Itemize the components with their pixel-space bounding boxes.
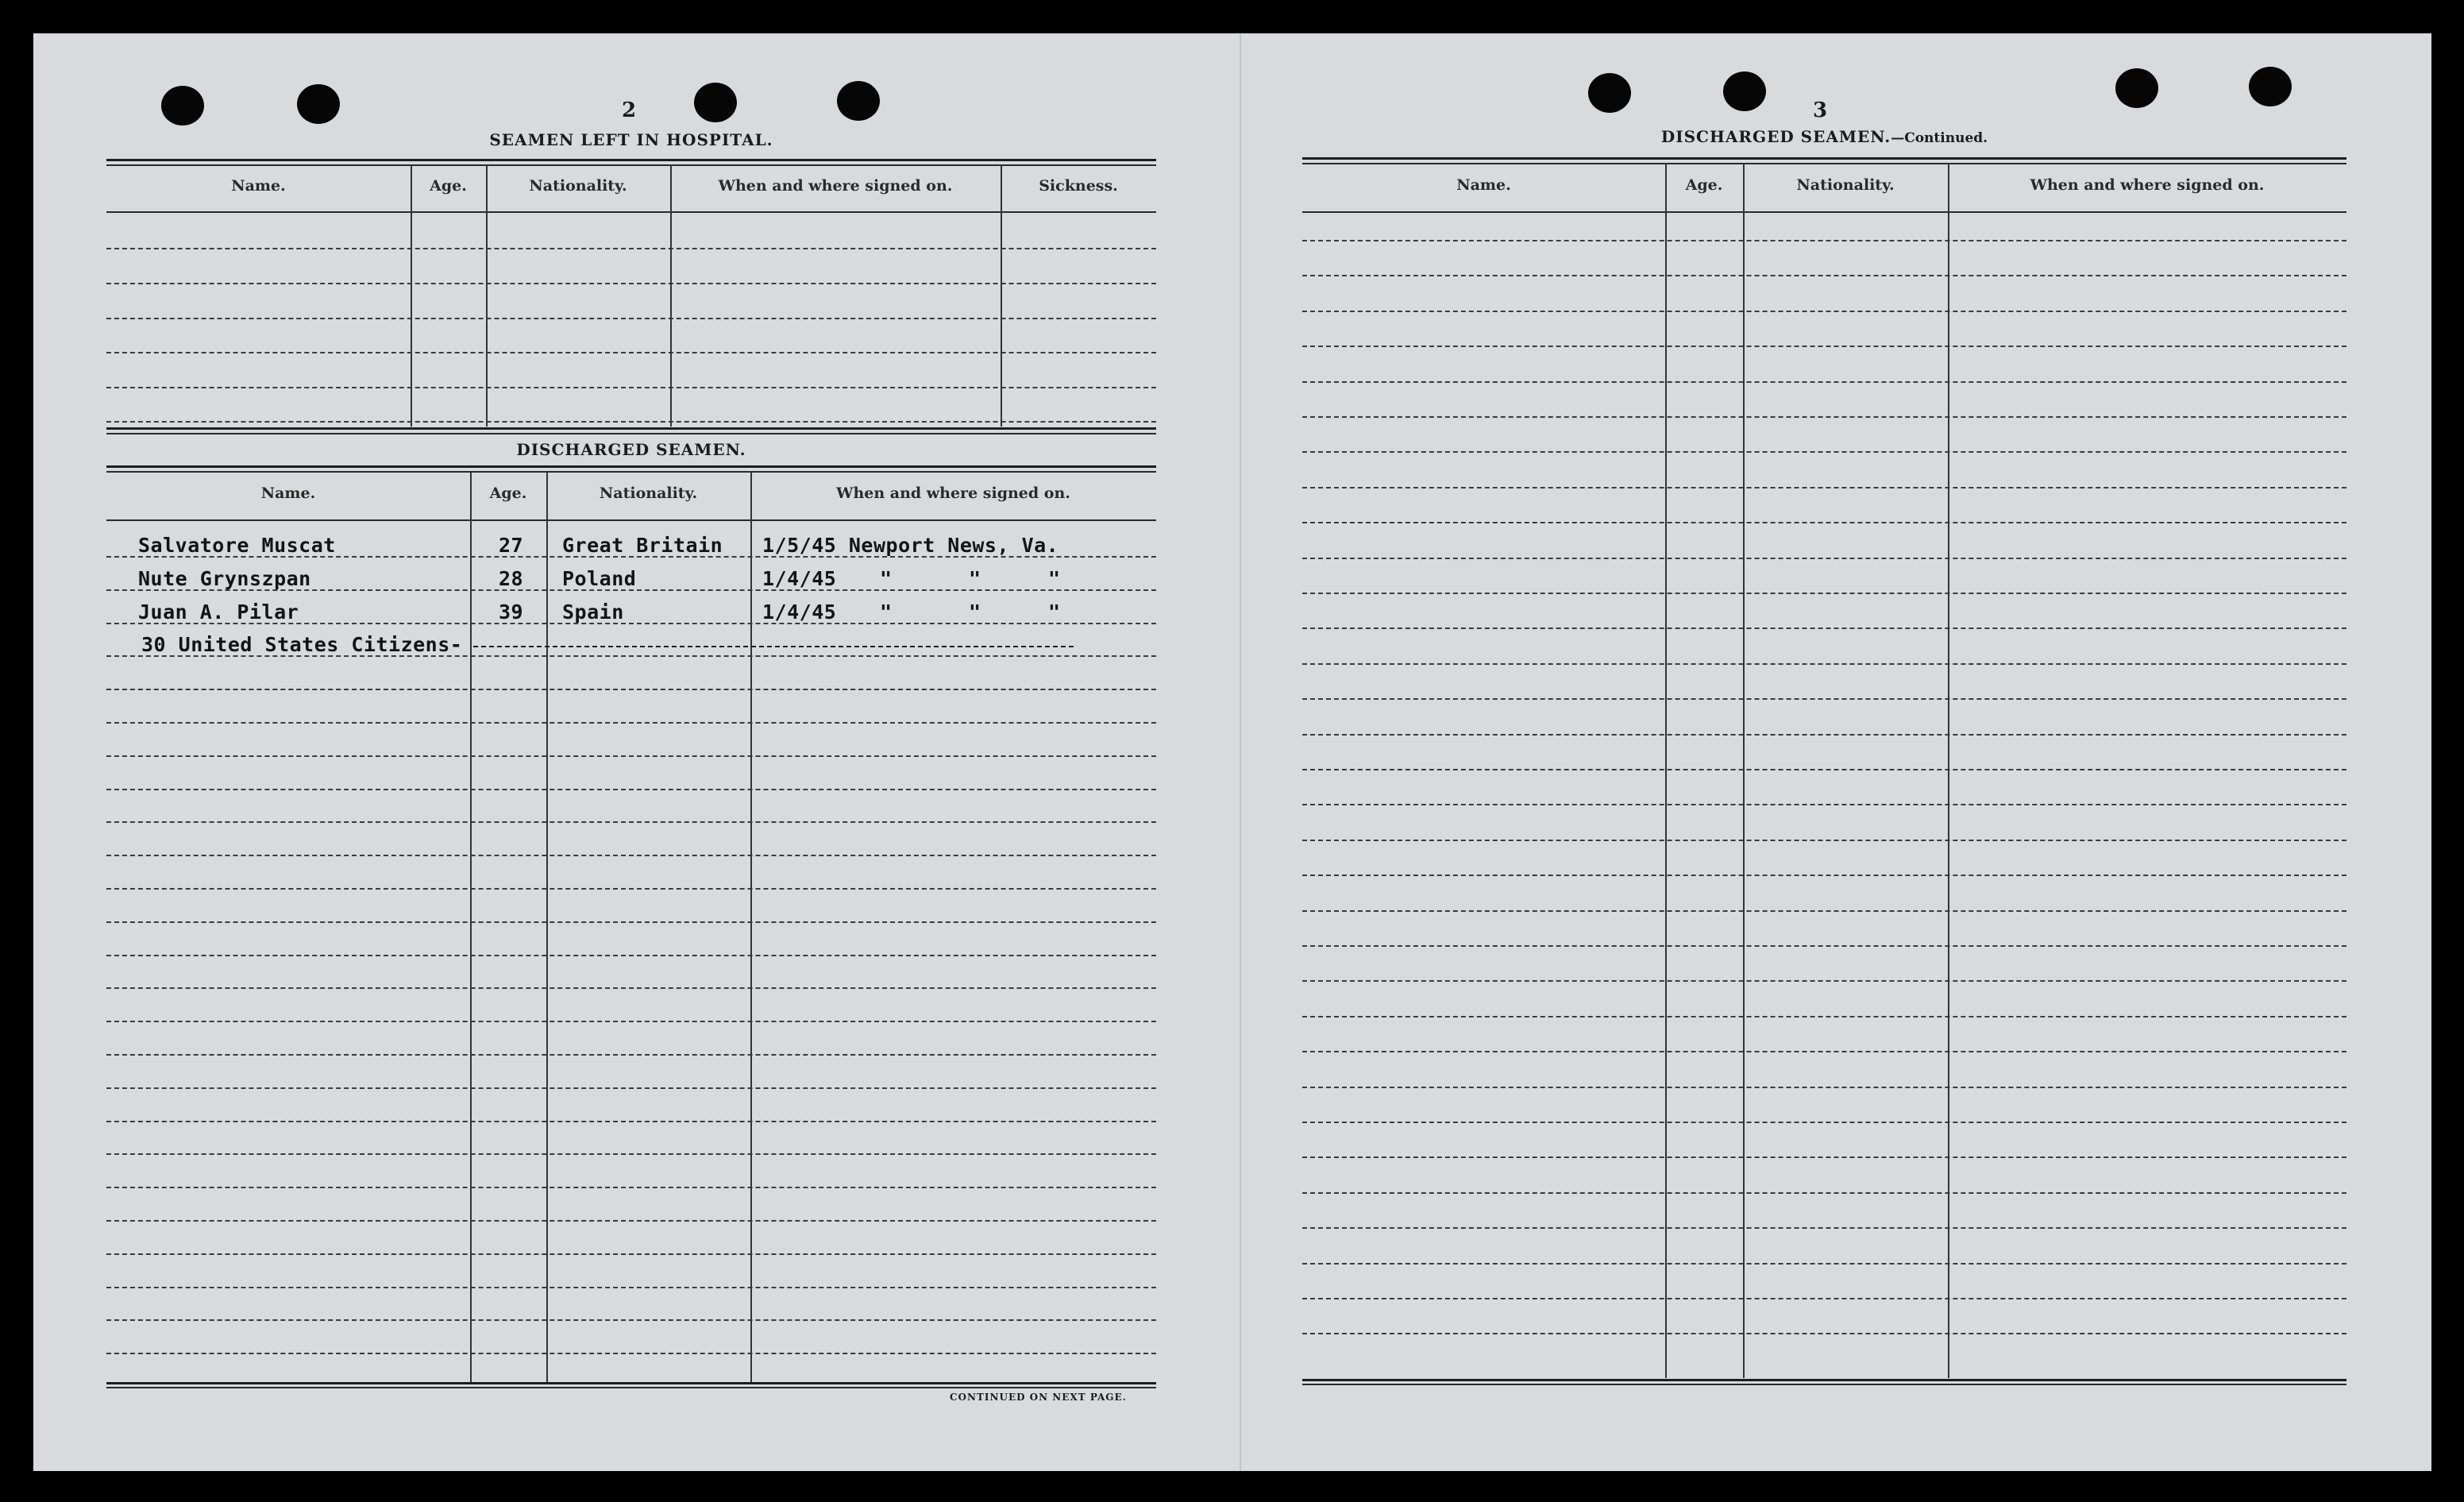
dotted-row-line (106, 921, 1156, 923)
seaman-name: Salvatore Muscat (138, 534, 336, 557)
dotted-row-line (1302, 1122, 2346, 1123)
title-suffix: —Continued. (1891, 130, 1988, 146)
dotted-row-line (1302, 875, 2346, 876)
dotted-row-line (106, 283, 1156, 284)
dotted-row-line (1302, 451, 2346, 453)
dotted-row-line (106, 722, 1156, 724)
dotted-row-line (106, 987, 1156, 989)
dotted-row-line (1302, 663, 2346, 665)
table-top-rule (106, 159, 1156, 161)
dotted-row-line (1302, 240, 2346, 241)
col-header-sickness: Sickness. (1039, 177, 1118, 195)
dotted-row-line (1302, 627, 2346, 629)
title-text: DISCHARGED SEAMEN. (1660, 127, 1891, 146)
dotted-row-line (106, 855, 1156, 856)
table-top-rule (106, 471, 1156, 473)
dotted-row-line (106, 1021, 1156, 1022)
section-rule (106, 433, 1156, 434)
dotted-row-line (106, 387, 1156, 388)
col-header-signed-on: When and where signed on. (718, 177, 953, 195)
page-number: 2 (621, 98, 637, 122)
hospital-section-title: SEAMEN LEFT IN HOSPITAL. (489, 130, 773, 149)
dotted-row-line (1302, 1051, 2346, 1052)
left-page (106, 0, 1156, 1403)
column-divider (486, 164, 488, 427)
column-divider (1948, 163, 1949, 1378)
col-header-age: Age. (489, 485, 527, 502)
dotted-row-line (1302, 1227, 2346, 1229)
seaman-row (106, 567, 1156, 597)
dotted-row-line (1302, 1087, 2346, 1088)
ditto-mark: " (969, 600, 981, 624)
col-header-nationality: Nationality. (599, 485, 698, 502)
dotted-row-line (106, 955, 1156, 956)
col-header-signed-on: When and where signed on. (2030, 176, 2265, 194)
dotted-row-line (106, 248, 1156, 249)
dotted-row-line (1302, 1333, 2346, 1334)
column-divider (1665, 163, 1667, 1378)
dotted-row-line (1302, 381, 2346, 383)
dotted-row-line (1302, 1192, 2346, 1194)
table-top-rule (1302, 163, 2346, 164)
dotted-row-line (106, 1353, 1156, 1354)
ditto-mark: " (880, 600, 893, 624)
dotted-row-line (106, 352, 1156, 353)
seaman-name: Juan A. Pilar (138, 600, 299, 624)
discharged-section-title: DISCHARGED SEAMEN. (516, 440, 746, 459)
dotted-row-line (1302, 910, 2346, 912)
page-number: 3 (1812, 98, 1828, 122)
dotted-row-line (1302, 769, 2346, 770)
seaman-signed-on: 1/4/45 (762, 600, 837, 624)
dotted-row-line (106, 421, 1156, 423)
dotted-row-line (106, 1287, 1156, 1288)
seaman-signed-on: 1/5/45 Newport News, Va. (762, 534, 1059, 557)
seaman-signed-on: 1/4/45 (762, 567, 837, 590)
col-header-name: Name. (1456, 176, 1511, 194)
ditto-mark: " (880, 567, 893, 590)
table-top-rule (106, 164, 1156, 166)
dotted-row-line (1302, 698, 2346, 700)
seaman-nationality: Great Britain (562, 534, 723, 557)
dotted-row-line (106, 789, 1156, 790)
seaman-name: Nute Grynszpan (138, 567, 311, 590)
dotted-row-line (106, 1253, 1156, 1255)
header-rule (106, 519, 1156, 521)
dotted-row-line (106, 755, 1156, 757)
dotted-row-line (1302, 804, 2346, 805)
column-divider (670, 164, 672, 427)
column-divider (1001, 164, 1002, 427)
table-top-rule (106, 465, 1156, 468)
ditto-mark: " (969, 567, 981, 590)
seaman-age: 28 (499, 567, 524, 590)
dotted-row-line (1302, 1263, 2346, 1265)
dotted-row-line (1302, 945, 2346, 947)
dotted-row-line (1302, 522, 2346, 523)
discharged-header-row (1302, 167, 2346, 210)
dotted-row-line (1302, 311, 2346, 312)
seaman-age: 27 (499, 534, 524, 557)
dotted-row-line (106, 689, 1156, 690)
dotted-row-line (1302, 980, 2346, 982)
summary-row (106, 633, 1156, 663)
continued-note: CONTINUED ON NEXT PAGE. (950, 1392, 1127, 1403)
ditto-mark: " (1048, 600, 1061, 624)
page-fold (1240, 33, 1241, 1471)
col-header-nationality: Nationality. (529, 177, 627, 195)
dotted-row-line (1302, 1016, 2346, 1017)
dotted-row-line (106, 1153, 1156, 1155)
column-divider (1743, 163, 1745, 1378)
dotted-row-line (1302, 1156, 2346, 1158)
table-bottom-rule (1302, 1379, 2346, 1381)
col-header-signed-on: When and where signed on. (836, 485, 1070, 502)
col-header-age: Age. (1685, 176, 1723, 194)
column-divider (411, 164, 412, 427)
dotted-row-line (106, 1220, 1156, 1222)
header-rule (106, 211, 1156, 213)
dotted-row-line (1302, 840, 2346, 841)
col-header-nationality: Nationality. (1796, 176, 1895, 194)
dotted-row-line (1302, 416, 2346, 418)
section-rule (106, 427, 1156, 430)
table-bottom-rule (106, 1387, 1156, 1388)
seaman-row (106, 600, 1156, 631)
dotted-row-line (106, 821, 1156, 823)
dotted-row-line (106, 1319, 1156, 1321)
header-rule (1302, 211, 2346, 213)
table-top-rule (1302, 157, 2346, 160)
seaman-nationality: Spain (562, 600, 624, 624)
dotted-row-line (106, 1121, 1156, 1122)
seaman-age: 39 (499, 600, 524, 624)
table-bottom-rule (106, 1382, 1156, 1384)
dotted-row-line (1302, 487, 2346, 488)
table-bottom-rule (1302, 1384, 2346, 1385)
right-page (1302, 0, 2346, 1398)
ditto-mark: " (1048, 567, 1061, 590)
dotted-row-line (1302, 734, 2346, 736)
hospital-header-row (106, 168, 1156, 210)
dotted-row-line (106, 318, 1156, 319)
seaman-nationality: Poland (562, 567, 637, 590)
dotted-row-line (1302, 275, 2346, 276)
dotted-row-line (106, 888, 1156, 890)
col-header-name: Name. (231, 177, 286, 195)
col-header-name: Name. (260, 485, 316, 502)
summary-line-text: 30 United States Citizens- (141, 633, 463, 656)
col-header-age: Age. (430, 177, 467, 195)
dotted-row-line (1302, 1298, 2346, 1299)
discharged-header-row (106, 475, 1156, 518)
summary-dash-line (473, 646, 1074, 647)
dotted-row-line (1302, 593, 2346, 594)
dotted-row-line (106, 1087, 1156, 1089)
dotted-row-line (1302, 346, 2346, 347)
dotted-row-line (1302, 558, 2346, 559)
discharged-continued-title (1302, 127, 2346, 146)
dotted-row-line (106, 1187, 1156, 1188)
seaman-row (106, 534, 1156, 564)
dotted-row-line (106, 1054, 1156, 1056)
